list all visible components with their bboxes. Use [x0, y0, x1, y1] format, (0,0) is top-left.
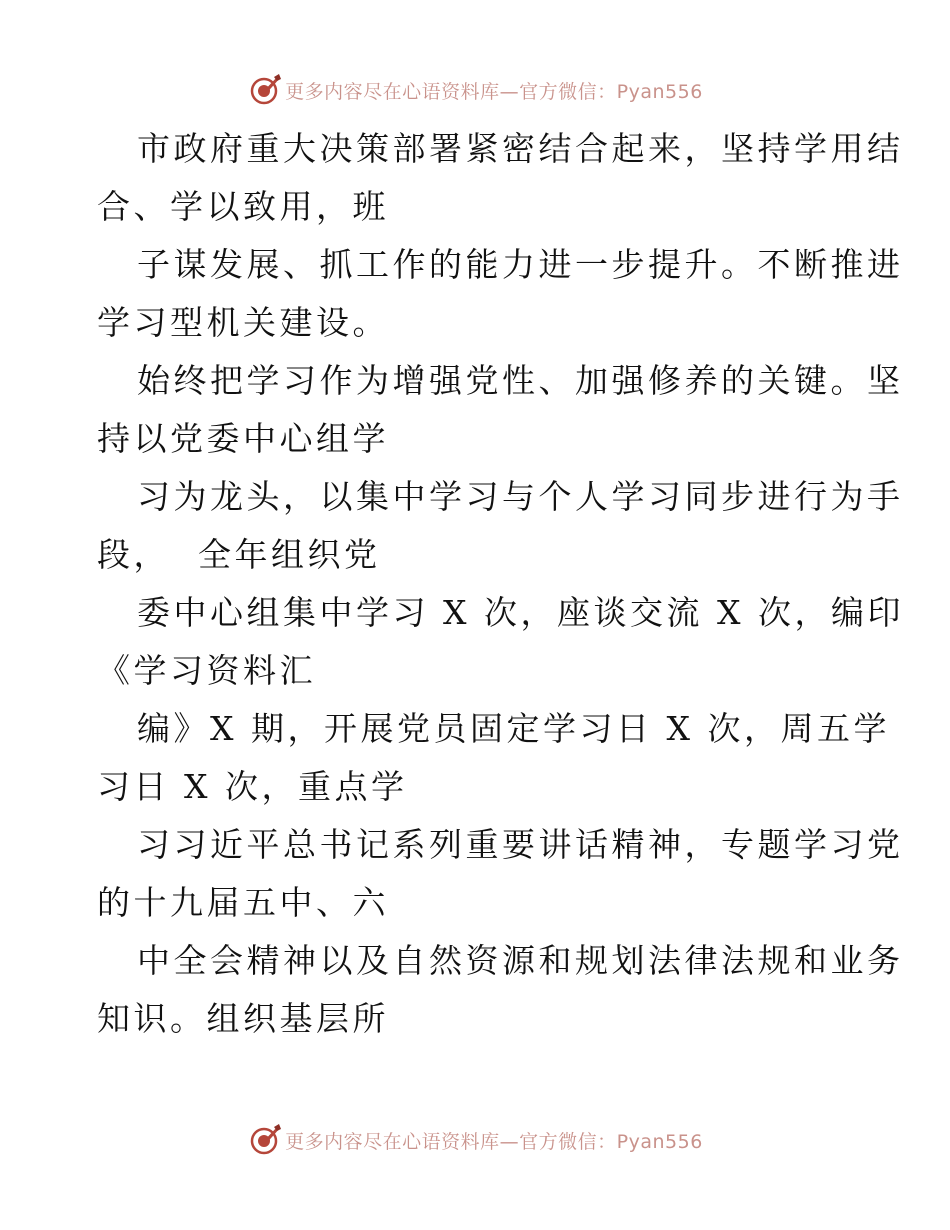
footer-banner — [0, 1122, 950, 1158]
banner-text: 更多内容尽在心语资料库—官方微信：Pyan556 — [285, 1130, 703, 1153]
text-line: 中全会精神以及自然资源和规划法律法规和业务 — [137, 941, 904, 980]
text-line: 市政府重大决策部署紧密结合起来，坚持学用结 — [137, 129, 904, 168]
text-line: 习日 X 次，重点学 — [97, 767, 408, 806]
text-line: 学习型机关建设。 — [97, 303, 389, 342]
paragraph — [97, 816, 904, 932]
paragraph — [97, 120, 904, 236]
paragraph — [97, 352, 904, 468]
banner-text: 更多内容尽在心语资料库—官方微信：Pyan556 — [285, 80, 703, 103]
text-line: 子谋发展、抓工作的能力进一步提升。不断推进 — [137, 245, 904, 284]
text-line: 知识。组织基层所 — [97, 999, 389, 1038]
text-line: 始终把学习作为增强党性、加强修养的关键。坚 — [137, 361, 904, 400]
text-line: 合、学以致用，班 — [97, 187, 389, 226]
text-line: 编》X 期，开展党员固定学习日 X 次，周五学 — [137, 709, 890, 748]
text-line: 习为龙头，以集中学习与个人学习同步进行为手 — [137, 477, 904, 516]
paragraph — [97, 236, 904, 352]
header-banner — [0, 72, 950, 108]
text-line: 委中心组集中学习 X 次，座谈交流 X 次，编印 — [137, 593, 904, 632]
paragraph — [97, 468, 904, 584]
paragraph — [97, 932, 904, 1048]
text-line: 的十九届五中、六 — [97, 883, 389, 922]
text-line: 段， 全年组织党 — [97, 535, 381, 574]
paragraph — [97, 584, 904, 700]
feather-quill-logo — [247, 72, 283, 108]
document-body — [97, 120, 904, 1048]
text-line: 习习近平总书记系列重要讲话精神，专题学习党 — [137, 825, 904, 864]
paragraph — [97, 700, 890, 816]
feather-quill-logo — [247, 1122, 283, 1158]
text-line: 《学习资料汇 — [97, 651, 316, 690]
text-line: 持以党委中心组学 — [97, 419, 389, 458]
